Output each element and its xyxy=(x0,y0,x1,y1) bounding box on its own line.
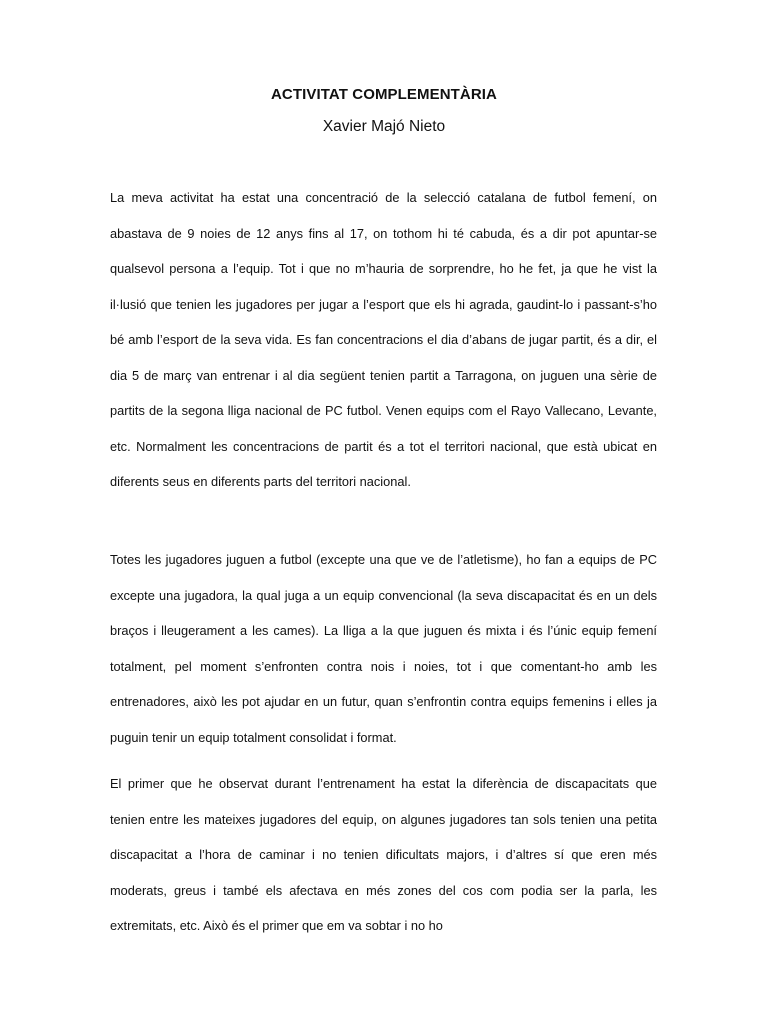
paragraph-2: Totes les jugadores juguen a futbol (excepte una que ve de l’atletisme), ho fan a equips de PC excepte una jugadora, la qual juga a un equip convencional (la seva discapacitat és en un dels braços i lleugerament a les cames). La lliga a la que juguen és mixta i és l’únic equip femení totalment, pel moment s’enfronten contra nois i noies, tot i que comentant-ho amb les entrenadores, això les pot ajudar en un futur, quan s’enfrontin contra equips femenins i elles ja puguin tenir un equip totalment consolidat i format. xyxy=(110,552,657,745)
paragraph-3: El primer que he observat durant l’entrenament ha estat la diferència de discapacitats que tenien entre les mateixes jugadores del equip, on algunes jugadores tan sols tenien una petita discapacitat a l’hora de caminar i no tenien dificultats majors, i d’altres sí que eren més moderats, greus i també els afectava en més zones del cos com podia ser la parla, les extremitats, etc. Això és el primer que em va sobtar i no ho xyxy=(110,776,657,933)
paragraph-1: La meva activitat ha estat una concentració de la selecció catalana de futbol femení, on abastava de 9 noies de 12 anys fins al 17, on tothom hi té cabuda, és a dir pot apuntar-se qualsevol persona a l’equip. Tot i que no m’hauria de sorprendre, ho he fet, ja que he vist la il·lusió que tenien les jugadores per jugar a l’esport que els hi agrada, gaudint-lo i passant-s’ho bé amb l’esport de la seva vida. Es fan concentracions el dia d’abans de jugar partit, és a dir, el dia 5 de març van entrenar i al dia següent tenien partit a Tarragona, on juguen una sèrie de partits de la segona lliga nacional de PC futbol. Venen equips com el Rayo Vallecano, Levante, etc. Normalment les concentracions de partit és a tot el territori nacional, que està ubicat en diferents seus en diferents parts del territori nacional. xyxy=(110,190,657,489)
document-body xyxy=(110,180,657,933)
document-title: ACTIVITAT COMPLEMENTÀRIA xyxy=(271,86,497,103)
document-author: Xavier Majó Nieto xyxy=(322,118,446,135)
